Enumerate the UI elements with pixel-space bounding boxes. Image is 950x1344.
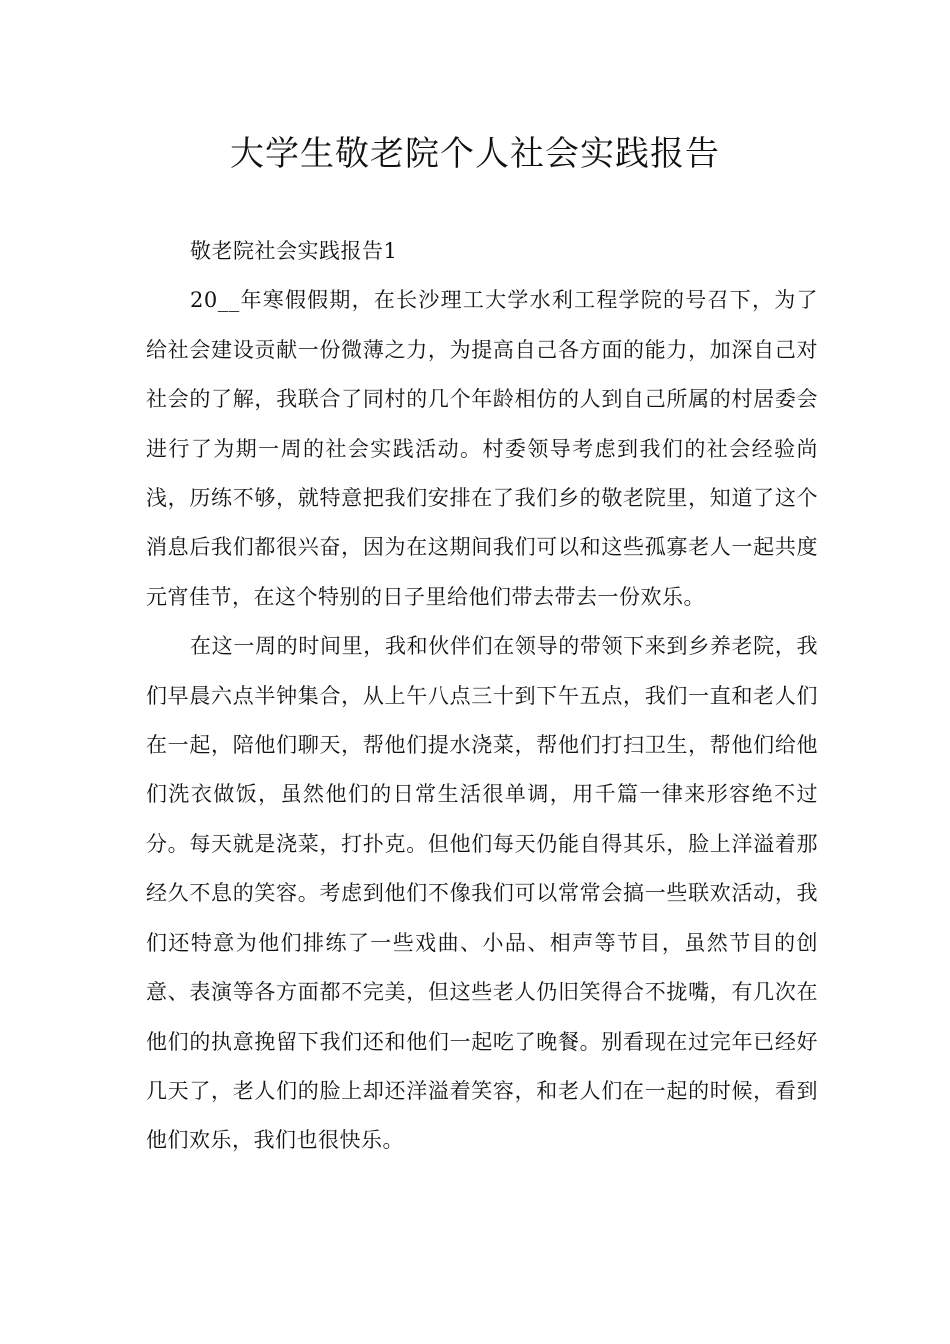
body-paragraph-2: 在这一周的时间里，我和伙伴们在领导的带领下来到乡养老院，我们早晨六点半钟集合，从上午八点三十到下午五点，我们一直和老人们在一起，陪他们聊天，帮他们提水浇菜，帮他们打扫卫生，帮他们给他们洗衣做饭，虽然他们的日常生活很单调，用千篇一律来形容绝不过分。每天就是浇菜，打扑克。但他们每天仍能自得其乐，脸上洋溢着那经久不息的笑容。考虑到他们不像我们可以常常会搞一些联欢活动，我们还特意为他们排练了一些戏曲、小品、相声等节目，虽然节目的创意、表演等各方面都不完美，但这些老人仍旧笑得合不拢嘴，有几次在他们的执意挽留下我们还和他们一起吃了晚餐。别看现在过完年已经好几天了，老人们的脸上却还洋溢着笑容，和老人们在一起的时候，看到他们欢乐，我们也很快乐。	[146, 634, 818, 1153]
body-paragraph-1: 20__年寒假假期，在长沙理工大学水利工程学院的号召下，为了给社会建设贡献一份微薄之力，为提高自己各方面的能力，加深自己对社会的了解，我联合了同村的几个年龄相仿的人到自己所属的村居委会进行了为期一周的社会实践活动。村委领导考虑到我们的社会经验尚浅，历练不够，就特意把我们安排在了我们乡的敬老院里，知道了这个消息后我们都很兴奋，因为在这期间我们可以和这些孤寡老人一起共度元宵佳节，在这个特别的日子里给他们带去带去一份欢乐。	[146, 288, 818, 609]
document-body	[146, 227, 818, 1166]
section-heading: 敬老院社会实践报告1	[190, 239, 398, 263]
document-title: 大学生敬老院个人社会实践报告	[230, 134, 720, 174]
